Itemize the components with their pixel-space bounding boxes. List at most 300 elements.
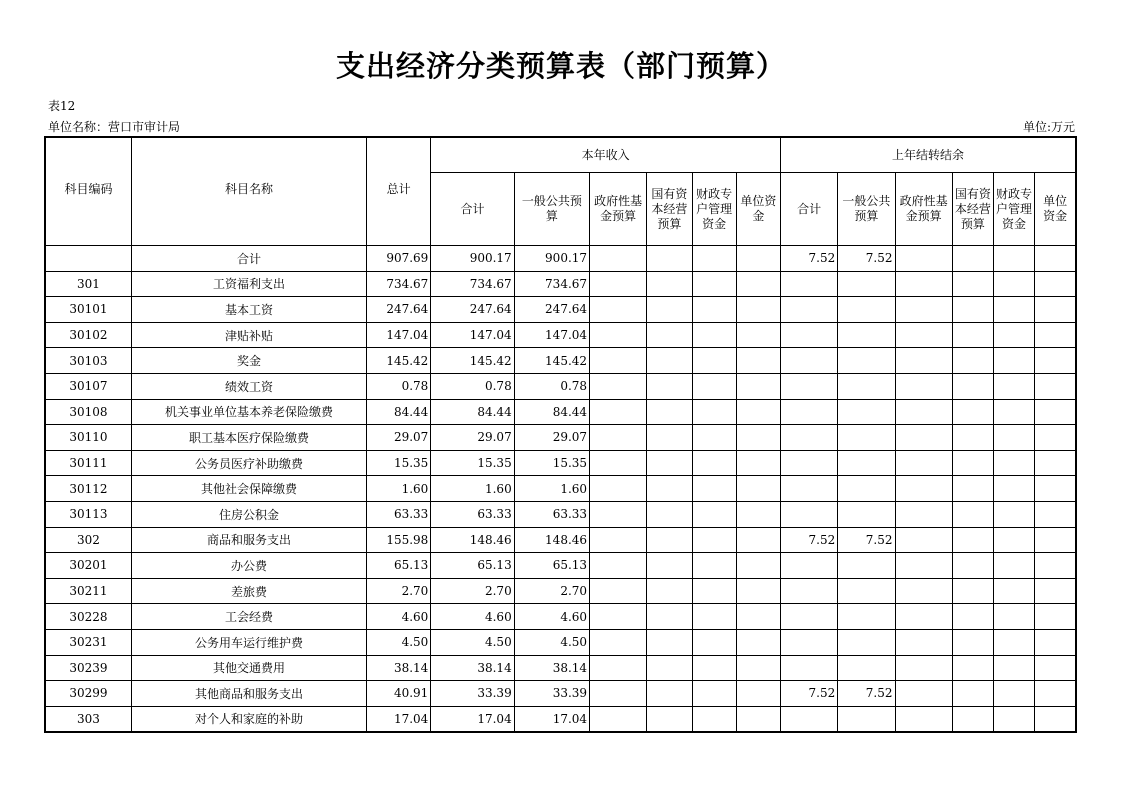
cell-co-fiscal-special [993,706,1034,732]
cell-co-general [838,322,895,348]
cell-cur-sum: 63.33 [431,501,514,527]
header-co-gov-fund: 政府性基金预算 [895,173,952,246]
cell-name: 对个人和家庭的补助 [131,706,366,732]
cell-cur-gov-fund [590,246,647,272]
cell-cur-fiscal-special [692,399,736,425]
cell-cur-state-capital [647,681,692,707]
header-carryover: 上年结转结余 [780,137,1076,173]
cell-total: 65.13 [367,553,431,579]
header-cur-general: 一般公共预算 [514,173,589,246]
cell-co-sum [780,297,837,323]
table-row [45,501,1076,527]
cell-cur-fiscal-special [692,578,736,604]
cell-co-gov-fund [895,246,952,272]
cell-co-unit-fund [1035,246,1076,272]
cell-cur-fiscal-special [692,681,736,707]
cell-co-gov-fund [895,655,952,681]
cell-code [45,246,131,272]
cell-total: 15.35 [367,450,431,476]
header-cur-gov-fund: 政府性基金预算 [590,173,647,246]
cell-cur-gov-fund [590,271,647,297]
cell-code: 30108 [45,399,131,425]
cell-co-sum: 7.52 [780,527,837,553]
cell-co-general [838,271,895,297]
cell-total: 147.04 [367,322,431,348]
cell-co-sum [780,553,837,579]
cell-co-state-capital [952,425,993,451]
cell-co-general [838,450,895,476]
cell-co-state-capital [952,681,993,707]
cell-cur-state-capital [647,706,692,732]
cell-name: 办公费 [131,553,366,579]
header-co-general: 一般公共预算 [838,173,895,246]
cell-cur-state-capital [647,348,692,374]
cell-cur-general: 63.33 [514,501,589,527]
cell-co-sum [780,399,837,425]
cell-co-general: 7.52 [838,527,895,553]
cell-co-state-capital [952,706,993,732]
cell-total: 17.04 [367,706,431,732]
cell-co-unit-fund [1035,706,1076,732]
cell-co-unit-fund [1035,527,1076,553]
cell-name: 其他交通费用 [131,655,366,681]
cell-cur-general: 900.17 [514,246,589,272]
cell-total: 38.14 [367,655,431,681]
cell-co-sum [780,476,837,502]
cell-cur-state-capital [647,629,692,655]
cell-co-general [838,297,895,323]
cell-name: 基本工资 [131,297,366,323]
cell-co-fiscal-special [993,604,1034,630]
cell-cur-state-capital [647,373,692,399]
cell-name: 公务员医疗补助缴费 [131,450,366,476]
table-row [45,681,1076,707]
cell-code: 30228 [45,604,131,630]
cell-co-gov-fund [895,553,952,579]
cell-co-sum [780,425,837,451]
cell-code: 30111 [45,450,131,476]
table-number: 表12 [48,99,76,113]
cell-code: 30113 [45,501,131,527]
table-row [45,399,1076,425]
cell-cur-unit-fund [736,271,780,297]
cell-co-gov-fund [895,681,952,707]
unit-name: 单位名称：营口市审计局 [48,120,181,134]
cell-co-sum [780,655,837,681]
cell-co-general [838,501,895,527]
cell-co-gov-fund [895,578,952,604]
cell-cur-gov-fund [590,373,647,399]
cell-code: 301 [45,271,131,297]
cell-cur-sum: 145.42 [431,348,514,374]
cell-cur-general: 1.60 [514,476,589,502]
cell-co-gov-fund [895,450,952,476]
table-row [45,373,1076,399]
cell-co-sum: 7.52 [780,681,837,707]
cell-cur-fiscal-special [692,501,736,527]
cell-cur-gov-fund [590,604,647,630]
cell-cur-unit-fund [736,450,780,476]
cell-co-fiscal-special [993,373,1034,399]
cell-code: 30102 [45,322,131,348]
cell-cur-general: 84.44 [514,399,589,425]
cell-cur-general: 29.07 [514,425,589,451]
cell-cur-general: 148.46 [514,527,589,553]
cell-cur-gov-fund [590,399,647,425]
cell-cur-unit-fund [736,425,780,451]
cell-co-fiscal-special [993,425,1034,451]
cell-co-sum [780,373,837,399]
cell-co-general [838,373,895,399]
cell-co-unit-fund [1035,629,1076,655]
cell-cur-sum: 0.78 [431,373,514,399]
cell-cur-fiscal-special [692,246,736,272]
cell-co-fiscal-special [993,578,1034,604]
cell-co-unit-fund [1035,501,1076,527]
cell-cur-unit-fund [736,629,780,655]
cell-cur-unit-fund [736,348,780,374]
cell-co-state-capital [952,578,993,604]
cell-cur-unit-fund [736,476,780,502]
cell-cur-sum: 900.17 [431,246,514,272]
cell-cur-fiscal-special [692,297,736,323]
cell-co-unit-fund [1035,271,1076,297]
cell-cur-gov-fund [590,348,647,374]
cell-name: 差旅费 [131,578,366,604]
cell-total: 29.07 [367,425,431,451]
header-co-state-capital: 国有资本经营预算 [952,173,993,246]
cell-cur-general: 145.42 [514,348,589,374]
header-co-fiscal-special: 财政专户管理资金 [993,173,1034,246]
cell-co-gov-fund [895,629,952,655]
cell-co-gov-fund [895,501,952,527]
cell-cur-fiscal-special [692,348,736,374]
cell-co-state-capital [952,373,993,399]
cell-cur-sum: 15.35 [431,450,514,476]
cell-total: 145.42 [367,348,431,374]
cell-cur-unit-fund [736,655,780,681]
cell-cur-state-capital [647,655,692,681]
cell-co-state-capital [952,399,993,425]
cell-cur-state-capital [647,425,692,451]
page-title: 支出经济分类预算表（部门预算） [335,49,786,83]
cell-co-sum [780,501,837,527]
cell-co-general [838,425,895,451]
cell-cur-sum: 4.50 [431,629,514,655]
cell-cur-gov-fund [590,450,647,476]
cell-co-fiscal-special [993,553,1034,579]
cell-cur-unit-fund [736,297,780,323]
cell-co-fiscal-special [993,348,1034,374]
table-row [45,706,1076,732]
table-row [45,629,1076,655]
cell-cur-state-capital [647,527,692,553]
cell-co-gov-fund [895,297,952,323]
cell-code: 30112 [45,476,131,502]
cell-name: 合计 [131,246,366,272]
cell-cur-gov-fund [590,297,647,323]
cell-code: 30231 [45,629,131,655]
cell-cur-sum: 2.70 [431,578,514,604]
cell-co-unit-fund [1035,450,1076,476]
table-row [45,604,1076,630]
cell-cur-gov-fund [590,706,647,732]
cell-co-fiscal-special [993,681,1034,707]
header-co-unit-fund: 单位资金 [1035,173,1076,246]
cell-code: 30201 [45,553,131,579]
table-row [45,476,1076,502]
header-cur-fiscal-special: 财政专户管理资金 [692,173,736,246]
cell-co-state-capital [952,476,993,502]
cell-cur-general: 33.39 [514,681,589,707]
table-row [45,271,1076,297]
cell-co-gov-fund [895,399,952,425]
cell-name: 商品和服务支出 [131,527,366,553]
cell-cur-unit-fund [736,399,780,425]
cell-cur-state-capital [647,322,692,348]
cell-co-state-capital [952,553,993,579]
header-cur-sum: 合计 [431,173,514,246]
cell-cur-state-capital [647,604,692,630]
header-total: 总计 [367,137,431,246]
table-row [45,553,1076,579]
cell-co-sum: 7.52 [780,246,837,272]
cell-cur-sum: 29.07 [431,425,514,451]
cell-cur-sum: 17.04 [431,706,514,732]
cell-co-sum [780,706,837,732]
cell-cur-sum: 148.46 [431,527,514,553]
cell-cur-general: 734.67 [514,271,589,297]
cell-co-gov-fund [895,425,952,451]
cell-cur-fiscal-special [692,706,736,732]
cell-code: 30103 [45,348,131,374]
cell-name: 其他社会保障缴费 [131,476,366,502]
cell-co-unit-fund [1035,399,1076,425]
cell-co-state-capital [952,604,993,630]
cell-name: 津贴补贴 [131,322,366,348]
cell-co-general: 7.52 [838,681,895,707]
cell-cur-sum: 33.39 [431,681,514,707]
cell-co-state-capital [952,271,993,297]
cell-co-general [838,476,895,502]
cell-cur-fiscal-special [692,655,736,681]
cell-total: 247.64 [367,297,431,323]
cell-cur-fiscal-special [692,425,736,451]
cell-code: 30239 [45,655,131,681]
cell-cur-unit-fund [736,527,780,553]
cell-co-state-capital [952,527,993,553]
cell-co-state-capital [952,246,993,272]
cell-cur-fiscal-special [692,553,736,579]
cell-co-unit-fund [1035,322,1076,348]
cell-co-state-capital [952,655,993,681]
cell-code: 30107 [45,373,131,399]
cell-co-fiscal-special [993,322,1034,348]
cell-cur-gov-fund [590,425,647,451]
cell-total: 0.78 [367,373,431,399]
cell-cur-unit-fund [736,322,780,348]
cell-cur-gov-fund [590,501,647,527]
cell-cur-state-capital [647,246,692,272]
table-row [45,655,1076,681]
cell-co-gov-fund [895,322,952,348]
cell-cur-general: 4.50 [514,629,589,655]
cell-cur-sum: 65.13 [431,553,514,579]
cell-cur-gov-fund [590,655,647,681]
cell-cur-state-capital [647,501,692,527]
cell-co-fiscal-special [993,297,1034,323]
cell-co-unit-fund [1035,578,1076,604]
cell-cur-fiscal-special [692,604,736,630]
cell-co-state-capital [952,322,993,348]
cell-cur-unit-fund [736,373,780,399]
header-row-group [45,137,1076,173]
cell-name: 工会经费 [131,604,366,630]
cell-co-unit-fund [1035,297,1076,323]
cell-cur-state-capital [647,553,692,579]
cell-co-general [838,553,895,579]
cell-cur-gov-fund [590,681,647,707]
cell-cur-sum: 247.64 [431,297,514,323]
cell-code: 30211 [45,578,131,604]
currency-unit: 单位:万元 [1022,120,1075,134]
cell-co-sum [780,271,837,297]
cell-cur-gov-fund [590,629,647,655]
cell-co-fiscal-special [993,476,1034,502]
cell-total: 40.91 [367,681,431,707]
header-cur-state-capital: 国有资本经营预算 [647,173,692,246]
cell-cur-gov-fund [590,578,647,604]
table-row [45,297,1076,323]
cell-cur-general: 0.78 [514,373,589,399]
cell-cur-sum: 147.04 [431,322,514,348]
cell-total: 2.70 [367,578,431,604]
cell-cur-fiscal-special [692,527,736,553]
cell-co-sum [780,348,837,374]
cell-cur-general: 2.70 [514,578,589,604]
cell-cur-fiscal-special [692,629,736,655]
cell-co-state-capital [952,629,993,655]
cell-total: 155.98 [367,527,431,553]
cell-co-gov-fund [895,604,952,630]
cell-name: 公务用车运行维护费 [131,629,366,655]
cell-cur-general: 4.60 [514,604,589,630]
cell-total: 4.60 [367,604,431,630]
cell-co-state-capital [952,450,993,476]
cell-cur-sum: 1.60 [431,476,514,502]
table-row [45,450,1076,476]
cell-cur-state-capital [647,271,692,297]
cell-co-gov-fund [895,527,952,553]
cell-cur-unit-fund [736,501,780,527]
cell-total: 4.50 [367,629,431,655]
cell-cur-gov-fund [590,476,647,502]
cell-co-unit-fund [1035,604,1076,630]
cell-cur-fiscal-special [692,450,736,476]
cell-co-state-capital [952,348,993,374]
cell-co-unit-fund [1035,476,1076,502]
budget-table [44,136,1077,733]
cell-cur-general: 38.14 [514,655,589,681]
cell-co-fiscal-special [993,527,1034,553]
cell-co-gov-fund [895,476,952,502]
header-co-sum: 合计 [780,173,837,246]
cell-co-gov-fund [895,706,952,732]
cell-code: 30299 [45,681,131,707]
cell-cur-unit-fund [736,578,780,604]
header-code: 科目编码 [45,137,131,246]
cell-co-general [838,604,895,630]
table-row [45,527,1076,553]
cell-cur-gov-fund [590,553,647,579]
cell-co-gov-fund [895,373,952,399]
cell-cur-unit-fund [736,681,780,707]
cell-name: 机关事业单位基本养老保险缴费 [131,399,366,425]
cell-cur-general: 247.64 [514,297,589,323]
cell-co-state-capital [952,297,993,323]
cell-cur-fiscal-special [692,373,736,399]
cell-cur-unit-fund [736,553,780,579]
table-row [45,246,1076,272]
cell-cur-general: 17.04 [514,706,589,732]
cell-co-sum [780,629,837,655]
cell-co-general [838,629,895,655]
cell-code: 302 [45,527,131,553]
cell-co-unit-fund [1035,553,1076,579]
cell-cur-sum: 84.44 [431,399,514,425]
cell-cur-fiscal-special [692,271,736,297]
cell-co-fiscal-special [993,399,1034,425]
cell-cur-general: 65.13 [514,553,589,579]
cell-cur-unit-fund [736,604,780,630]
cell-name: 工资福利支出 [131,271,366,297]
cell-co-sum [780,322,837,348]
cell-code: 303 [45,706,131,732]
cell-total: 63.33 [367,501,431,527]
cell-cur-sum: 734.67 [431,271,514,297]
cell-cur-unit-fund [736,706,780,732]
cell-code: 30101 [45,297,131,323]
cell-cur-unit-fund [736,246,780,272]
cell-total: 84.44 [367,399,431,425]
cell-cur-gov-fund [590,527,647,553]
cell-co-sum [780,450,837,476]
cell-name: 奖金 [131,348,366,374]
cell-co-unit-fund [1035,373,1076,399]
cell-cur-general: 147.04 [514,322,589,348]
cell-co-general [838,655,895,681]
cell-co-general [838,399,895,425]
cell-cur-state-capital [647,297,692,323]
cell-co-state-capital [952,501,993,527]
cell-co-unit-fund [1035,655,1076,681]
cell-co-general [838,706,895,732]
cell-co-gov-fund [895,271,952,297]
cell-co-unit-fund [1035,681,1076,707]
cell-co-general: 7.52 [838,246,895,272]
cell-cur-state-capital [647,476,692,502]
cell-total: 907.69 [367,246,431,272]
table-row [45,425,1076,451]
header-cur-unit-fund: 单位资金 [736,173,780,246]
cell-cur-state-capital [647,399,692,425]
cell-cur-sum: 38.14 [431,655,514,681]
cell-co-fiscal-special [993,450,1034,476]
cell-name: 职工基本医疗保险缴费 [131,425,366,451]
cell-co-unit-fund [1035,348,1076,374]
cell-name: 其他商品和服务支出 [131,681,366,707]
cell-co-sum [780,604,837,630]
